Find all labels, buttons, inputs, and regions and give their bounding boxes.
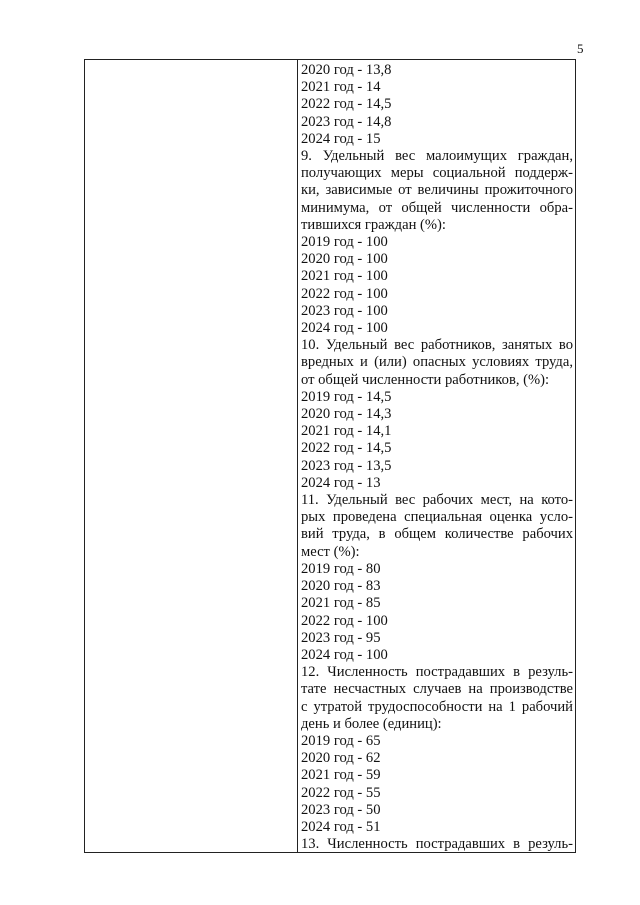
text-line: рых проведена специальная оценка усло- [301, 509, 573, 526]
text-line: 2023 год - 100 [301, 302, 388, 319]
text-line: 2020 год - 100 [301, 251, 388, 268]
text-line: получающих меры социальной поддерж- [301, 165, 573, 182]
text-line: 2019 год - 100 [301, 234, 388, 251]
text-line: 2019 год - 65 [301, 732, 381, 749]
text-line: тате несчастных случаев на производстве [301, 681, 573, 698]
text-line: 2022 год - 100 [301, 612, 388, 629]
text-line: 2024 год - 100 [301, 646, 388, 663]
text-line: 10. Удельный вес работников, занятых во [301, 337, 573, 354]
text-line: 13. Численность пострадавших в резуль- [301, 836, 573, 853]
text-line: 2019 год - 14,5 [301, 388, 392, 405]
text-line: 2024 год - 13 [301, 474, 381, 491]
indicators-table [84, 59, 576, 853]
text-line: мест (%): [301, 543, 360, 560]
text-line: 2022 год - 55 [301, 784, 381, 801]
text-line: 2021 год - 14,1 [301, 423, 392, 440]
text-line: 2021 год - 59 [301, 767, 381, 784]
text-line: тившихся граждан (%): [301, 216, 446, 233]
text-line: 2020 год - 14,3 [301, 406, 392, 423]
text-line: 2021 год - 14 [301, 79, 381, 96]
text-line: 2020 год - 13,8 [301, 62, 392, 78]
text-line: от общей численности работников, (%): [301, 371, 550, 388]
text-line: минимума, от общей численности обра- [301, 199, 573, 216]
text-line: 12. Численность пострадавших в резуль- [301, 664, 573, 681]
text-line: 2023 год - 50 [301, 801, 381, 818]
text-line: день и более (единиц): [301, 715, 442, 732]
indicators-text-cell [301, 62, 573, 853]
text-line: 2020 год - 62 [301, 750, 381, 767]
text-line: 2022 год - 100 [301, 285, 388, 302]
text-line: 11. Удельный вес рабочих мест, на кото- [301, 492, 573, 509]
text-line: вий труда, в общем количестве рабочих [301, 526, 573, 543]
text-line: 2023 год - 14,8 [301, 113, 392, 130]
text-line: 9. Удельный вес малоимущих граждан, [301, 148, 573, 165]
text-line: 2020 год - 83 [301, 578, 381, 595]
text-line: 2019 год - 80 [301, 560, 381, 577]
text-line: 2024 год - 100 [301, 320, 388, 337]
text-line: вредных и (или) опасных условиях труда, [301, 354, 573, 371]
page-number: 5 [577, 41, 584, 56]
column-divider [297, 60, 298, 852]
left-empty-cell [85, 60, 297, 852]
text-line: 2021 год - 85 [301, 595, 381, 612]
text-line: 2022 год - 14,5 [301, 96, 392, 113]
text-line: ки, зависимые от величины прожиточного [301, 182, 573, 199]
text-line: 2021 год - 100 [301, 268, 388, 285]
text-line: 2023 год - 95 [301, 629, 381, 646]
text-line: с утратой трудоспособности на 1 рабочий [301, 698, 573, 715]
text-line: 2024 год - 51 [301, 818, 381, 835]
text-line: 2024 год - 15 [301, 130, 381, 147]
text-line: 2023 год - 13,5 [301, 457, 392, 474]
text-line: 2022 год - 14,5 [301, 440, 392, 457]
